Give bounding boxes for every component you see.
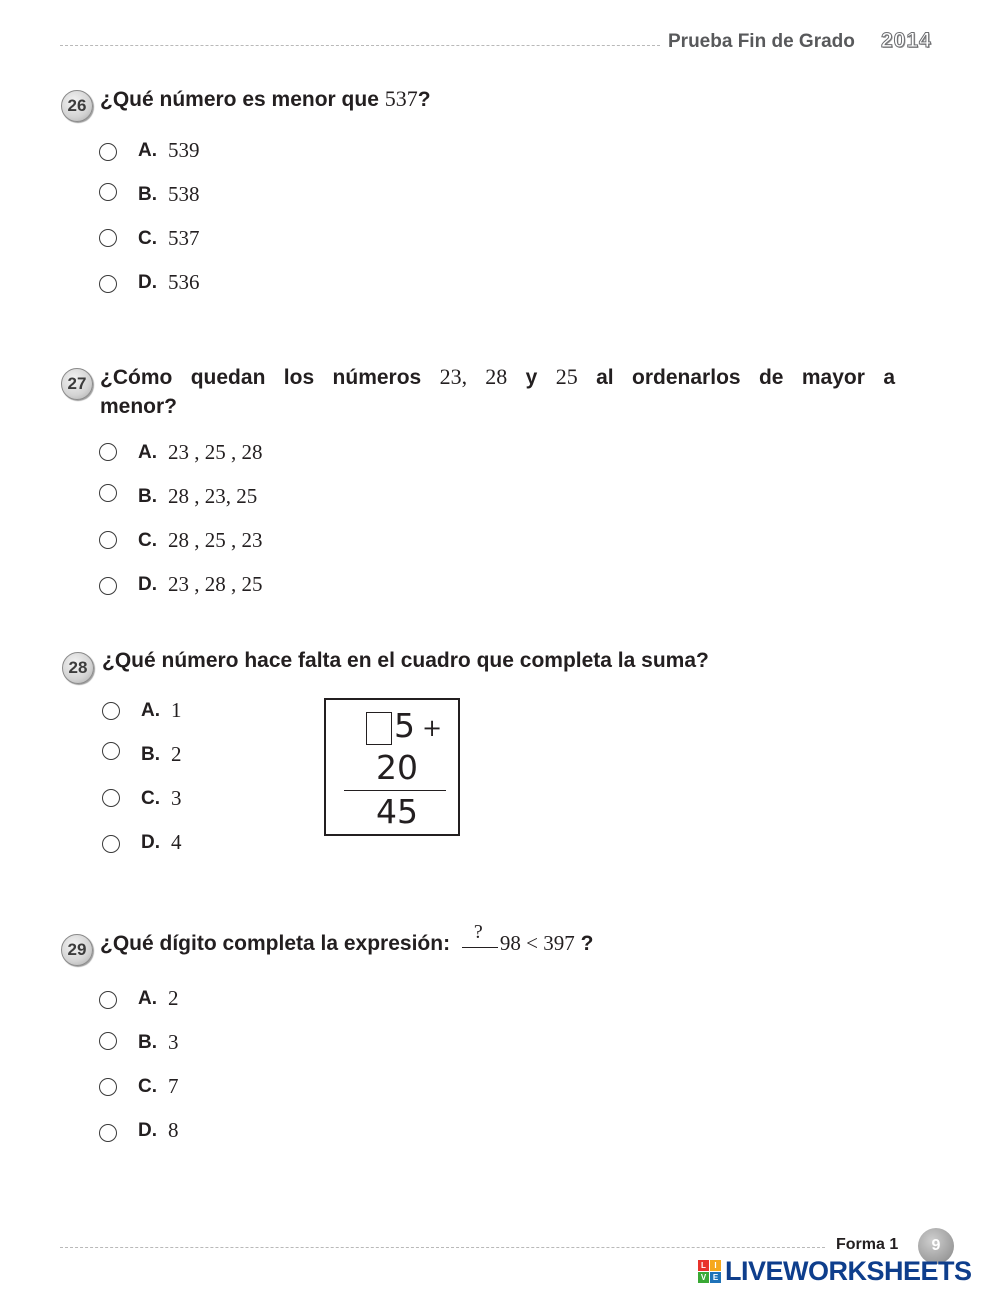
sum-result: 45 bbox=[376, 792, 418, 831]
logo-blocks bbox=[698, 1260, 721, 1283]
option-letter: A. bbox=[138, 988, 157, 1009]
option-letter: C. bbox=[141, 788, 160, 809]
logo-block: L bbox=[698, 1260, 709, 1271]
header-year: 2014 bbox=[881, 29, 932, 52]
option-letter: D. bbox=[138, 272, 157, 293]
question-27-text-line2: menor? bbox=[100, 395, 178, 418]
option-value: 28 , 25 , 23 bbox=[168, 528, 263, 552]
logo-text: LIVEWORKSHEETS bbox=[725, 1256, 972, 1286]
question-29-text: ¿Qué dígito completa la expresión: ? 98 < 397 ? bbox=[100, 921, 594, 955]
addend-2: 20 bbox=[376, 748, 418, 787]
option-b-radio[interactable] bbox=[102, 742, 120, 760]
addition-box bbox=[324, 698, 460, 836]
option-value: 3 bbox=[171, 786, 182, 810]
option-b-radio[interactable] bbox=[99, 1032, 117, 1050]
option-c-radio[interactable] bbox=[99, 1078, 117, 1096]
logo-block: I bbox=[710, 1260, 721, 1271]
logo-block: E bbox=[710, 1272, 721, 1283]
option-b-radio[interactable] bbox=[99, 484, 117, 502]
option-value: 8 bbox=[168, 1118, 179, 1142]
option-letter: A. bbox=[138, 140, 157, 161]
option-a-radio[interactable] bbox=[99, 443, 117, 461]
option-value: 538 bbox=[168, 182, 200, 206]
option-value: 23 , 25 , 28 bbox=[168, 440, 263, 464]
missing-digit-box bbox=[366, 712, 392, 745]
page-number-badge: 9 bbox=[918, 1228, 954, 1264]
option-letter: A. bbox=[138, 442, 157, 463]
logo-block: V bbox=[698, 1272, 709, 1283]
option-d-radio[interactable] bbox=[99, 275, 117, 293]
option-value: 1 bbox=[171, 698, 182, 722]
option-d-radio[interactable] bbox=[99, 577, 117, 595]
question-number-badge: 26 bbox=[61, 90, 93, 122]
option-b-radio[interactable] bbox=[99, 183, 117, 201]
option-letter: C. bbox=[138, 1076, 157, 1097]
option-letter: B. bbox=[138, 1032, 157, 1053]
option-letter: A. bbox=[141, 700, 160, 721]
option-value: 3 bbox=[168, 1030, 179, 1054]
question-26-text: ¿Qué número es menor que 537? bbox=[100, 86, 431, 111]
option-value: 28 , 23, 25 bbox=[168, 484, 258, 508]
header-divider bbox=[60, 45, 660, 46]
sum-line bbox=[344, 790, 446, 791]
question-28-text: ¿Qué número hace falta en el cuadro que completa la suma? bbox=[102, 649, 709, 672]
option-letter: C. bbox=[138, 228, 157, 249]
option-c-radio[interactable] bbox=[102, 789, 120, 807]
liveworksheets-logo bbox=[698, 1256, 972, 1287]
option-c-radio[interactable] bbox=[99, 531, 117, 549]
option-a-radio[interactable] bbox=[99, 143, 117, 161]
header-title: Prueba Fin de Grado bbox=[668, 31, 855, 52]
addend-1-digit: 5 bbox=[394, 706, 415, 745]
option-d-radio[interactable] bbox=[99, 1124, 117, 1142]
option-value: 4 bbox=[171, 830, 182, 854]
option-letter: D. bbox=[141, 832, 160, 853]
option-value: 536 bbox=[168, 270, 200, 294]
option-letter: D. bbox=[138, 574, 157, 595]
option-d-radio[interactable] bbox=[102, 835, 120, 853]
option-value: 537 bbox=[168, 226, 200, 250]
question-27-text: ¿Cómo quedan los números 23, 28 y 25 al ordenarlos de mayor a bbox=[100, 364, 896, 389]
plus-sign: + bbox=[422, 714, 443, 742]
option-a-radio[interactable] bbox=[99, 991, 117, 1009]
option-value: 7 bbox=[168, 1074, 179, 1098]
option-letter: B. bbox=[138, 486, 157, 507]
option-c-radio[interactable] bbox=[99, 229, 117, 247]
expression-blank: ? bbox=[462, 929, 498, 948]
option-value: 539 bbox=[168, 138, 200, 162]
option-value: 2 bbox=[168, 986, 179, 1010]
option-a-radio[interactable] bbox=[102, 702, 120, 720]
option-letter: D. bbox=[138, 1120, 157, 1141]
option-value: 2 bbox=[171, 742, 182, 766]
option-letter: C. bbox=[138, 530, 157, 551]
footer-divider bbox=[60, 1247, 825, 1248]
question-number-badge: 28 bbox=[62, 652, 94, 684]
option-letter: B. bbox=[141, 744, 160, 765]
option-value: 23 , 28 , 25 bbox=[168, 572, 263, 596]
footer-forma: Forma 1 bbox=[836, 1236, 899, 1253]
option-letter: B. bbox=[138, 184, 157, 205]
question-number-badge: 29 bbox=[61, 934, 93, 966]
question-number-badge: 27 bbox=[61, 368, 93, 400]
